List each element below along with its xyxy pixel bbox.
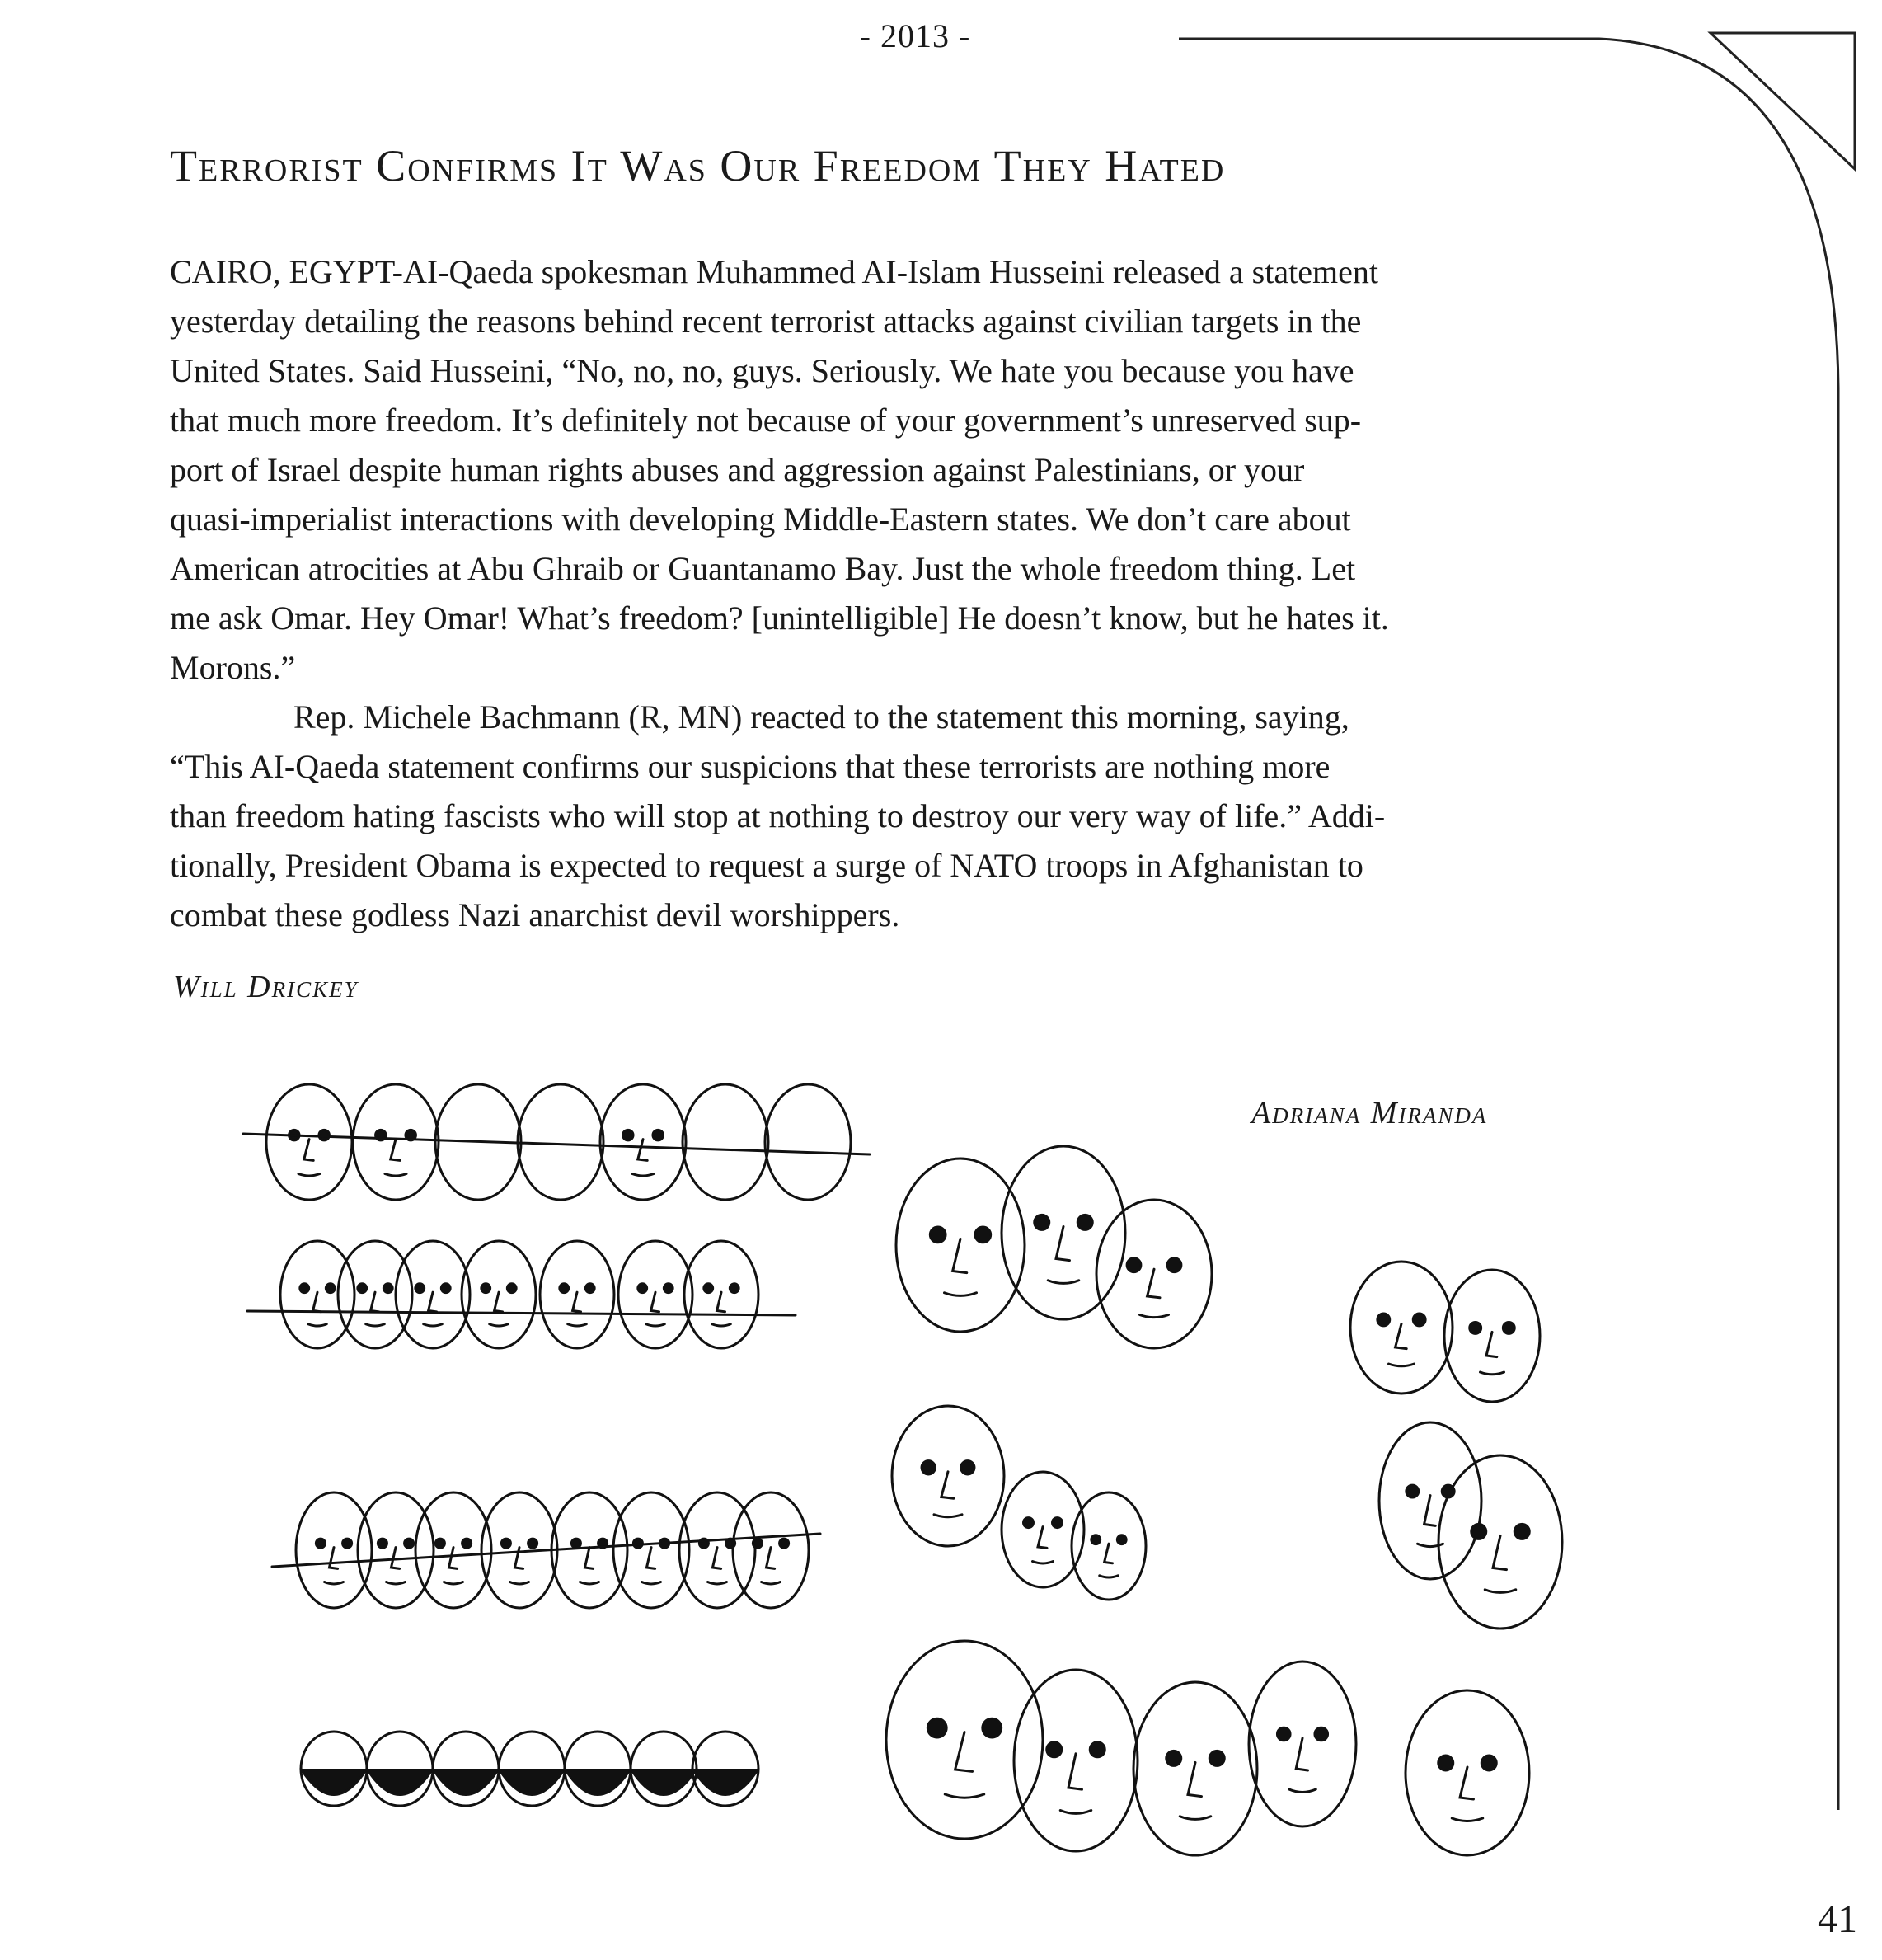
strike-line	[243, 1134, 870, 1154]
sketched-face	[1444, 1270, 1540, 1402]
strike-line	[272, 1534, 820, 1567]
article-headline: Terrorist Confirms It Was Our Freedom They Hated	[170, 141, 1226, 190]
sketched-face	[765, 1084, 851, 1200]
sketched-face	[733, 1492, 809, 1608]
sketched-face	[358, 1492, 434, 1608]
sketched-face	[499, 1732, 565, 1806]
sketched-face	[1002, 1472, 1084, 1587]
text-line: me ask Omar. Hey Omar! What’s freedom? [unintelligible] He doesn’t know, but he hates it.	[170, 599, 1389, 637]
sketched-face	[540, 1241, 614, 1348]
article-author: Will Drickey	[173, 970, 359, 1004]
sketched-face	[618, 1241, 692, 1348]
illustration-artist: Adriana Miranda	[1251, 1096, 1488, 1130]
sketched-face	[280, 1241, 354, 1348]
sketched-face	[683, 1084, 768, 1200]
header-year: - 2013 -	[859, 17, 971, 54]
sketched-face	[367, 1732, 433, 1806]
sketched-face	[1406, 1690, 1529, 1855]
sketched-face	[462, 1241, 536, 1348]
strike-line	[247, 1311, 796, 1315]
sketched-face	[1133, 1682, 1257, 1855]
text-line: than freedom hating fascists who will stop at nothing to destroy our very way of life.” Addi-	[170, 797, 1386, 834]
text-line: Morons.”	[170, 649, 296, 686]
sketched-face	[565, 1732, 631, 1806]
sketched-face	[415, 1492, 491, 1608]
sketched-face	[1379, 1422, 1481, 1579]
text-line: combat these godless Nazi anarchist devil worshippers.	[170, 896, 900, 933]
sketched-face	[296, 1492, 372, 1608]
sketched-face	[1438, 1455, 1562, 1629]
sketched-face	[600, 1084, 686, 1200]
sketched-face	[301, 1732, 367, 1806]
sketched-face	[396, 1241, 470, 1348]
text-line: American atrocities at Abu Ghraib or Guantanamo Bay. Just the whole freedom thing. Let	[170, 550, 1356, 587]
sketched-face	[433, 1732, 499, 1806]
sketched-face	[886, 1641, 1043, 1839]
page-number: 41	[1818, 1897, 1857, 1941]
text-line: CAIRO, EGYPT-AI-Qaeda spokesman Muhammed AI-Islam Husseini released a statement	[170, 253, 1378, 290]
sketched-face	[631, 1732, 697, 1806]
sketched-face	[692, 1732, 758, 1806]
sketched-face	[896, 1159, 1025, 1332]
sketched-face	[1249, 1662, 1356, 1826]
text-line: Rep. Michele Bachmann (R, MN) reacted to the statement this morning, saying,	[293, 698, 1349, 736]
sketched-face	[684, 1241, 758, 1348]
sketched-face	[892, 1406, 1004, 1546]
sketched-face	[1350, 1262, 1453, 1394]
text-line: that much more freedom. It’s definitely not because of your government’s unreserved sup-	[170, 402, 1362, 439]
text-line: United States. Said Husseini, “No, no, no, guys. Seriously. We hate you because you have	[170, 352, 1354, 389]
sketched-face	[1096, 1200, 1212, 1348]
sketched-face	[613, 1492, 689, 1608]
sketched-face	[1014, 1670, 1138, 1851]
text-line: quasi-imperialist interactions with developing Middle-Eastern states. We don’t care about	[170, 501, 1351, 538]
text-line: yesterday detailing the reasons behind recent terrorist attacks against civilian targets in the	[170, 303, 1362, 340]
text-line: port of Israel despite human rights abuses and aggression against Palestinians, or your	[170, 451, 1305, 488]
sketched-face	[338, 1241, 412, 1348]
sketched-face	[266, 1084, 352, 1200]
sketched-face	[353, 1084, 439, 1200]
text-line: tionally, President Obama is expected to request a surge of NATO troops in Afghanistan to	[170, 847, 1363, 884]
text-line: “This AI-Qaeda statement confirms our suspicions that these terrorists are nothing more	[170, 748, 1331, 785]
